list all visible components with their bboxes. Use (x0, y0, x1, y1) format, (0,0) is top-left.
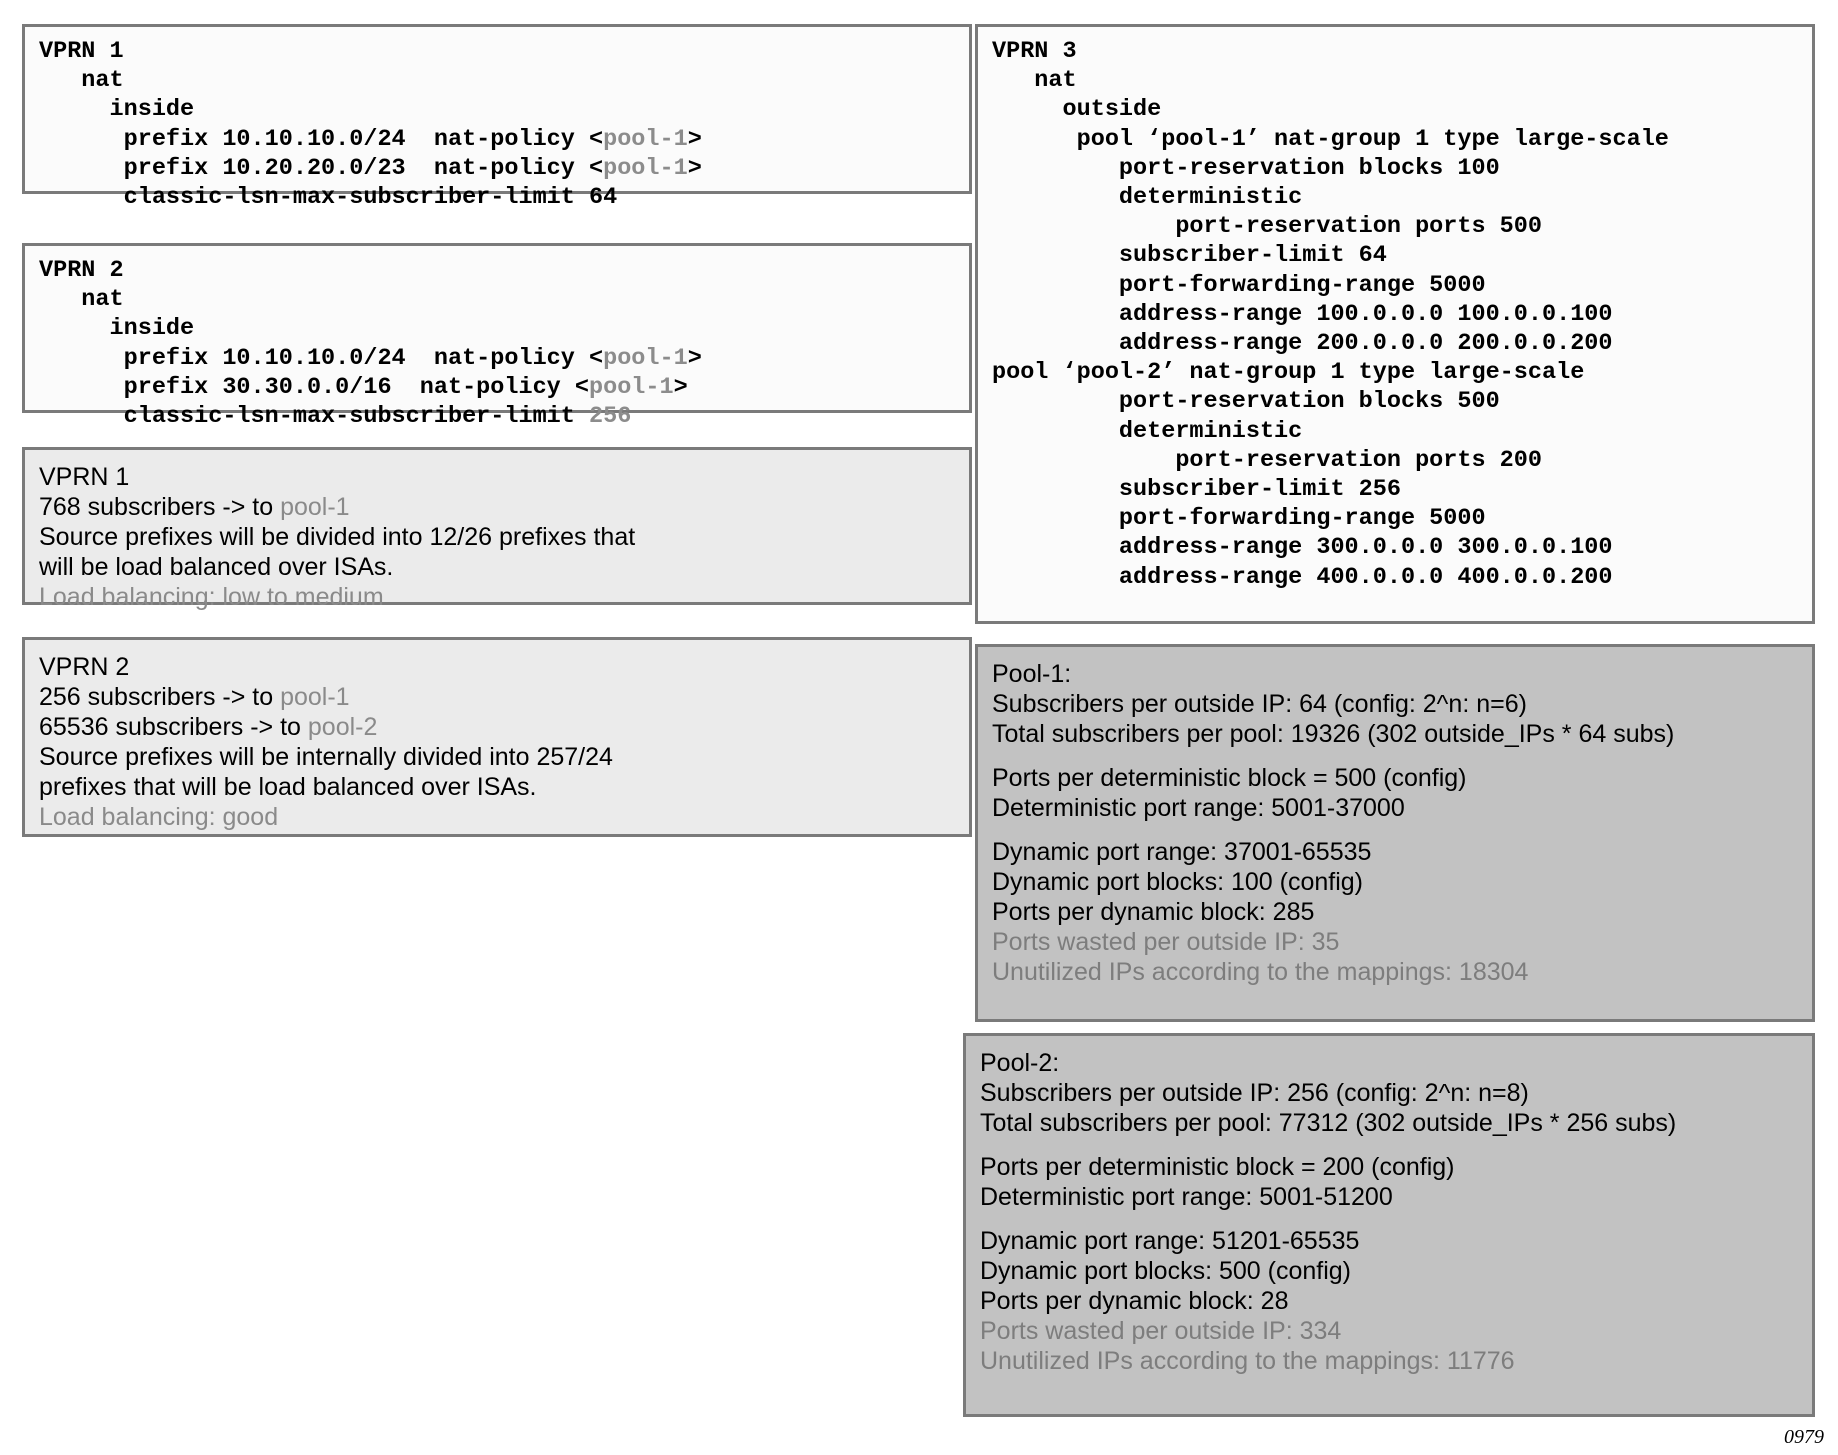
pool1-summary-box (975, 644, 1815, 1022)
pool-line: Subscribers per outside IP: 64 (config: 2^n: n=6) (992, 690, 1527, 718)
code-segment: pool ‘pool-1’ nat-group 1 type large-scale (992, 125, 1669, 153)
pool-line: Subscribers per outside IP: 256 (config: 2^n: n=8) (980, 1079, 1529, 1107)
vprn2-config-code (25, 246, 969, 443)
code-segment: > (687, 125, 702, 153)
vprn2-config-box (22, 243, 972, 431)
code-segment: pool ‘pool-2’ nat-group 1 type large-scale (992, 359, 1585, 387)
pool-line: Dynamic port range: 51201-65535 (980, 1227, 1360, 1255)
code-segment: inside (39, 96, 195, 124)
code-segment: classic-lsn-max-subscriber-limit 64 (39, 184, 618, 212)
summary-line: Load balancing: low to medium (39, 583, 384, 611)
code-segment: port-reservation ports 500 (992, 213, 1542, 241)
pool-line: Total subscribers per pool: 77312 (302 outside_IPs * 256 subs) (980, 1109, 1677, 1137)
pool-reference: pool-1 (280, 683, 350, 711)
pool-line: Dynamic port blocks: 100 (config) (992, 868, 1363, 896)
pool-line: Ports per deterministic block = 200 (config) (980, 1153, 1455, 1181)
summary-line: prefixes that will be load balanced over ISAs. (39, 773, 537, 801)
summary-line: 768 subscribers -> to pool-1 (39, 493, 350, 521)
pool-line: Ports wasted per outside IP: 35 (992, 928, 1340, 956)
code-segment: VPRN 3 (992, 38, 1077, 65)
code-segment: 256 (589, 403, 632, 431)
code-segment: subscriber-limit 256 (992, 476, 1401, 504)
code-segment: deterministic (992, 417, 1303, 445)
vprn2-summary-lines (39, 652, 955, 832)
code-segment: VPRN 1 (39, 38, 124, 65)
pool-line: Ports per dynamic block: 28 (980, 1287, 1289, 1315)
pool-reference: pool-2 (307, 713, 378, 741)
summary-line: VPRN 2 (39, 653, 130, 681)
vprn1-config-code (25, 27, 969, 224)
pool-line: Ports wasted per outside IP: 334 (980, 1317, 1342, 1345)
pool2-summary-lines (980, 1048, 1798, 1376)
summary-line: Source prefixes will be divided into 12/26 prefixes that (39, 523, 636, 551)
code-segment: address-range 100.0.0.0 100.0.0.100 (992, 300, 1613, 328)
pool-line: Dynamic port range: 37001-65535 (992, 838, 1372, 866)
pool-line: Unutilized IPs according to the mappings: 11776 (980, 1347, 1515, 1375)
code-segment: > (687, 344, 702, 372)
code-segment: pool-1 (603, 344, 688, 372)
code-segment: nat (39, 286, 124, 314)
vprn1-summary-lines (39, 462, 955, 612)
pool-line: Deterministic port range: 5001-51200 (980, 1183, 1393, 1211)
vprn3-config-code (978, 27, 1812, 604)
code-segment: port-forwarding-range 5000 (992, 505, 1486, 533)
pool2-summary-box (963, 1033, 1815, 1417)
code-segment: address-range 200.0.0.0 200.0.0.200 (992, 330, 1613, 358)
line-spacer (992, 823, 1798, 837)
code-segment: classic-lsn-max-subscriber-limit (39, 403, 589, 431)
code-segment: nat (39, 67, 124, 95)
code-segment: deterministic (992, 184, 1303, 212)
pool-line: Ports per deterministic block = 500 (config) (992, 764, 1467, 792)
code-segment: pool-1 (603, 154, 688, 182)
code-segment: port-forwarding-range 5000 (992, 271, 1486, 299)
pool-line: Dynamic port blocks: 500 (config) (980, 1257, 1351, 1285)
code-segment: pool-1 (589, 373, 674, 401)
pool-line: Ports per dynamic block: 285 (992, 898, 1315, 926)
summary-line: VPRN 1 (39, 463, 130, 491)
pool-line: Deterministic port range: 5001-37000 (992, 794, 1405, 822)
code-segment: prefix 30.30.0.0/16 nat-policy < (39, 373, 589, 401)
code-segment: inside (39, 315, 195, 343)
code-segment: VPRN 2 (39, 257, 124, 284)
vprn1-summary-box (22, 447, 972, 611)
summary-line: 256 subscribers -> to pool-1 (39, 683, 350, 711)
code-segment: outside (992, 96, 1162, 124)
vprn3-config-box (975, 24, 1815, 624)
pool-line: Pool-1: (992, 660, 1072, 688)
code-segment: port-reservation ports 200 (992, 446, 1542, 474)
summary-line: will be load balanced over ISAs. (39, 553, 394, 581)
vprn1-config-box (22, 24, 972, 212)
line-spacer (980, 1212, 1798, 1226)
line-spacer (980, 1138, 1798, 1152)
code-segment: port-reservation blocks 500 (992, 388, 1500, 416)
code-segment: pool-1 (603, 125, 688, 153)
code-segment: port-reservation blocks 100 (992, 154, 1500, 182)
code-segment: nat (992, 67, 1077, 95)
pool-line: Unutilized IPs according to the mappings: 18304 (992, 958, 1529, 986)
line-spacer (992, 749, 1798, 763)
summary-line: Load balancing: good (39, 803, 279, 831)
figure-number: 0979 (1784, 1426, 1824, 1448)
pool1-summary-lines (992, 659, 1798, 987)
pool-line: Total subscribers per pool: 19326 (302 outside_IPs * 64 subs) (992, 720, 1675, 748)
code-segment: subscriber-limit 64 (992, 242, 1387, 270)
code-segment: prefix 10.10.10.0/24 nat-policy < (39, 344, 604, 372)
summary-line: 65536 subscribers -> to pool-2 (39, 713, 378, 741)
code-segment: prefix 10.20.20.0/23 nat-policy < (39, 154, 604, 182)
code-segment: address-range 300.0.0.0 300.0.0.100 (992, 534, 1613, 562)
vprn2-summary-box (22, 637, 972, 837)
code-segment: prefix 10.10.10.0/24 nat-policy < (39, 125, 604, 153)
summary-line: Source prefixes will be internally divided into 257/24 (39, 743, 613, 771)
code-segment: > (673, 373, 688, 401)
pool-line: Pool-2: (980, 1049, 1060, 1077)
code-segment: address-range 400.0.0.0 400.0.0.200 (992, 563, 1613, 591)
pool-reference: pool-1 (280, 493, 350, 521)
code-segment: > (687, 154, 702, 182)
